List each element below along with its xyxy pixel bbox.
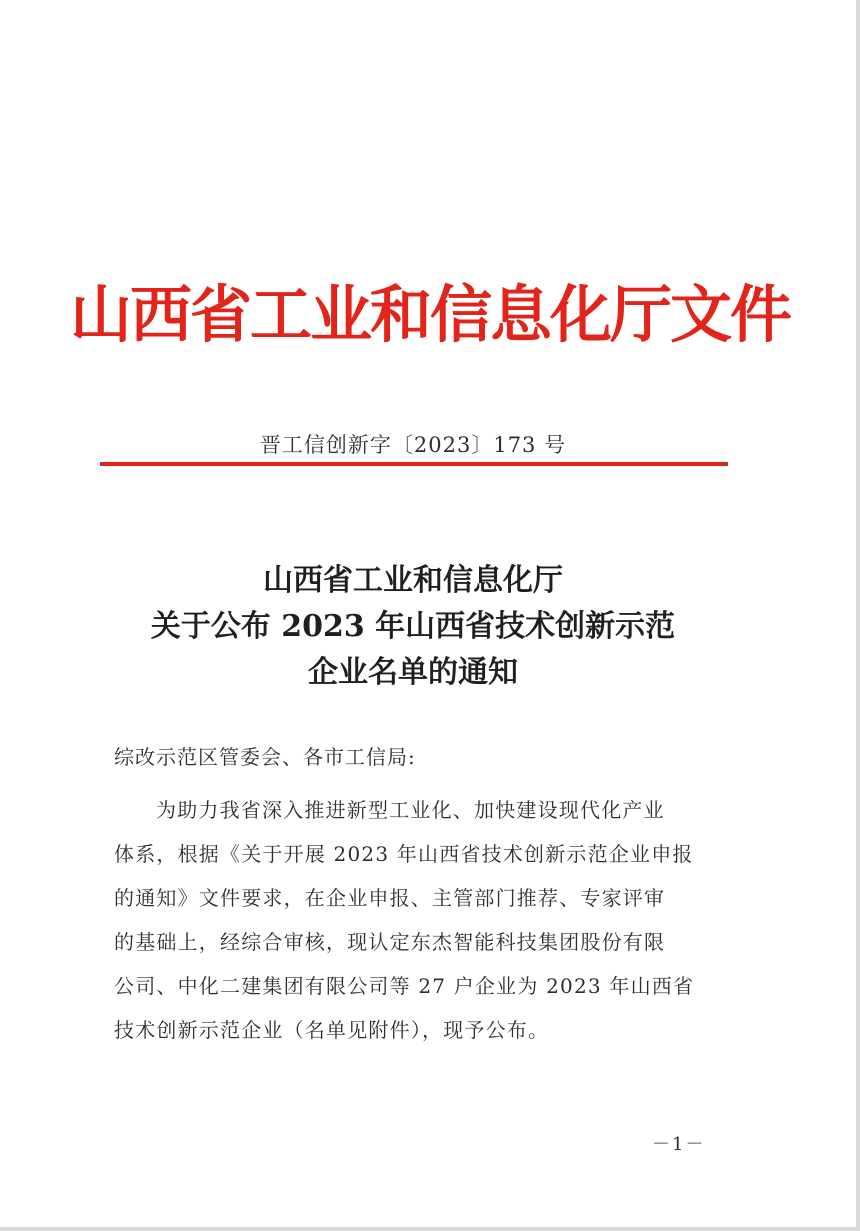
title-line-3: 企业名单的通知 bbox=[308, 655, 518, 690]
title-line-2: 关于公布 2023 年山西省技术创新示范 bbox=[150, 609, 676, 644]
body-line: 公司、中化二建集团有限公司等 27 户企业为 2023 年山西省 bbox=[114, 974, 695, 998]
page-edge-bottom bbox=[0, 1227, 860, 1231]
page-edge-right bbox=[856, 0, 860, 1231]
title-line-1: 山西省工业和信息化厅 bbox=[263, 563, 563, 598]
body-line: 体系，根据《关于开展 2023 年山西省技术创新示范企业申报 bbox=[114, 842, 694, 866]
document-number: 晋工信创新字〔2023〕173 号 bbox=[259, 433, 567, 457]
body-line: 的通知》文件要求，在企业申报、主管部门推荐、专家评审 bbox=[114, 886, 666, 910]
body-line: 的基础上，经综合审核，现认定东杰智能科技集团股份有限 bbox=[114, 930, 666, 954]
body-paragraph bbox=[114, 788, 734, 1052]
red-separator-rule bbox=[100, 462, 728, 466]
masthead-title: 山西省工业和信息化厅文件 bbox=[69, 278, 790, 351]
body-line: 为助力我省深入推进新型工业化、加快建设现代化产业 bbox=[156, 798, 665, 822]
addressee-line: 综改示范区管委会、各市工信局: bbox=[114, 745, 416, 769]
page-number: －1－ bbox=[652, 1134, 706, 1155]
body-line: 技术创新示范企业（名单见附件），现予公布。 bbox=[114, 1018, 550, 1042]
notice-title bbox=[0, 558, 826, 696]
